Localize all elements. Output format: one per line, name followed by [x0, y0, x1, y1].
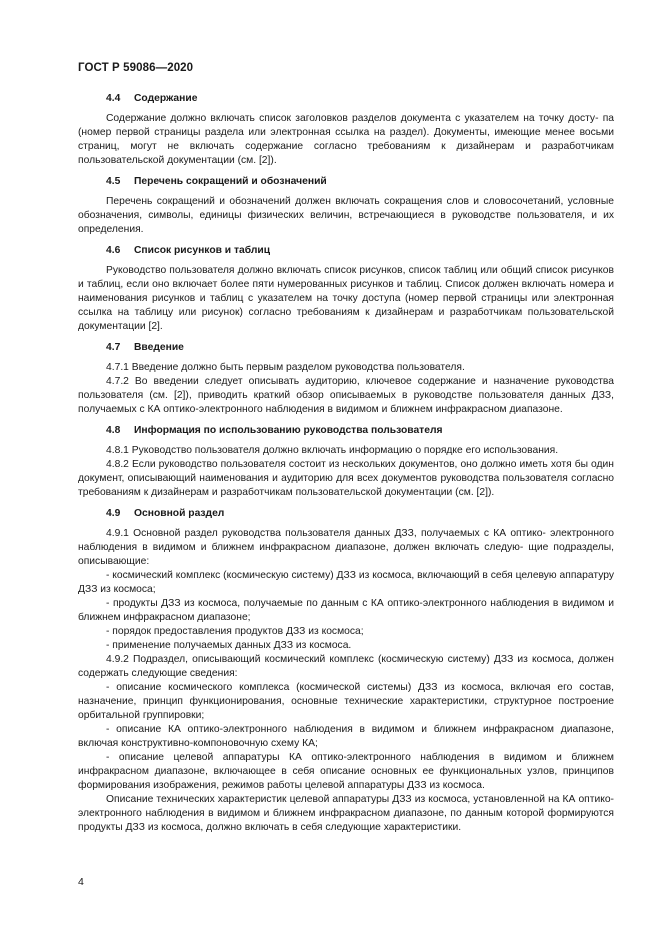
section-title: Информация по использованию руководства пользователя	[134, 425, 443, 436]
paragraph: Перечень сокращений и обозначений должен включать сокращения слов и словосочетаний, условные обозначения, символы, единицы физических величин, встречающиеся в руководстве пользователя, и их определения.	[78, 196, 614, 235]
list-item: - применение получаемых данных ДЗЗ из космоса.	[106, 640, 352, 651]
section-heading	[78, 244, 614, 258]
paragraph: Руководство пользователя должно включать список рисунков, список таблиц или общий список рисунков и таблиц, если оно включает более пяти нумерованных рисунков и таблиц. Список должен включать номера и наименования рисунков и таблиц с указателем на точку доступа (номер первой страницы или электронная ссылка на таблицу или рисунок) согласно требованиям к дизайнерам и разработчикам пользовательской документации [2].	[78, 265, 614, 332]
list-item: - описание КА оптико-электронного наблюдения в видимом и ближнем инфракрасном диапазоне, включая конструктивно-компоновочную схему КА;	[78, 724, 614, 749]
paragraph: 4.9.1 Основной раздел руководства пользователя данных ДЗЗ, получаемых с КА оптико- электронного наблюдения в видимом и ближнем инфракрасном диапазоне, должен включать следую- щие подразделы, описывающие:	[78, 528, 614, 567]
section-number: 4.5	[106, 176, 121, 187]
section-abbreviations	[78, 175, 614, 237]
list-item: - описание космического комплекса (космической системы) ДЗЗ из космоса, включая его состав, назначение, принцип функционирования, основные технические характеристики, структурное построение орбитальной группировки;	[78, 682, 614, 721]
standard-header: ГОСТ Р 59086—2020	[78, 62, 194, 74]
list-item: - продукты ДЗЗ из космоса, получаемые по данным с КА оптико-электронного наблюдения в видимом и ближнем инфракрасном диапазоне;	[78, 598, 614, 623]
section-heading	[78, 341, 614, 355]
section-main	[78, 507, 614, 835]
section-title: Список рисунков и таблиц	[134, 245, 271, 256]
section-contents	[78, 92, 614, 168]
section-number: 4.8	[106, 425, 121, 436]
paragraph: 4.7.2 Во введении следует описывать аудиторию, ключевое содержание и назначение руководства пользователя (см. [2]), приводить краткий обзор описываемых в руководстве пользователя данных ДЗЗ, получаемых с КА оптико-электронного наблюдения в видимом и ближнем инфракрасном диапазоне.	[78, 376, 614, 415]
section-title: Введение	[134, 342, 184, 353]
section-number: 4.7	[106, 342, 121, 353]
section-figures-tables	[78, 244, 614, 334]
page-number: 4	[78, 876, 84, 888]
section-number: 4.4	[106, 93, 121, 104]
paragraph: Описание технических характеристик целевой аппаратуры ДЗЗ из космоса, установленной на КА оптико-электронного наблюдения в видимом и ближнем инфракрасном диапазоне, по данным которой формируются продукты ДЗЗ из космоса, должно включать в себя следующие характеристики.	[78, 794, 614, 833]
document-body	[78, 92, 614, 835]
section-number: 4.9	[106, 508, 121, 519]
list-item: - порядок предоставления продуктов ДЗЗ из космоса;	[106, 626, 364, 637]
paragraph: Содержание должно включать список заголовков разделов документа с указателем на точку досту- па (номер первой страницы раздела или электронная ссылка на раздел). Документы, имеющие менее восьми страниц, могут не включать содержание согласно требованиям к дизайнерам и разработчикам пользовательской документации (см. [2]).	[78, 113, 614, 166]
section-title: Содержание	[134, 93, 198, 104]
paragraph: 4.8.2 Если руководство пользователя состоит из нескольких документов, оно должно иметь хотя бы один документ, описывающий наименования и аудиторию для всех документов руководства пользователя согласно требованиям к дизайнерам и разработчикам пользовательской документации (см. [2]).	[78, 459, 614, 498]
list-item: - описание целевой аппаратуры КА оптико-электронного наблюдения в видимом и ближнем инфракрасном диапазоне, включающее в себя описание основных ее функциональных узлов, принципов формирования изображения, режимов работы целевой аппаратуры ДЗЗ из космоса.	[78, 752, 614, 791]
section-title: Перечень сокращений и обозначений	[134, 176, 327, 187]
section-heading	[78, 507, 614, 521]
section-heading	[78, 92, 614, 106]
paragraph: 4.8.1 Руководство пользователя должно включать информацию о порядке его использования.	[106, 445, 559, 456]
list-item: - космический комплекс (космическую систему) ДЗЗ из космоса, включающий в себя целевую аппаратуру ДЗЗ из космоса;	[78, 570, 614, 595]
paragraph: 4.9.2 Подраздел, описывающий космический комплекс (космическую систему) ДЗЗ из космоса, должен содержать следующие сведения:	[78, 654, 614, 679]
section-number: 4.6	[106, 245, 121, 256]
section-heading	[78, 175, 614, 189]
section-usage-info	[78, 424, 614, 500]
section-introduction	[78, 341, 614, 417]
section-heading	[78, 424, 614, 438]
section-title: Основной раздел	[134, 508, 225, 519]
paragraph: 4.7.1 Введение должно быть первым разделом руководства пользователя.	[106, 362, 465, 373]
